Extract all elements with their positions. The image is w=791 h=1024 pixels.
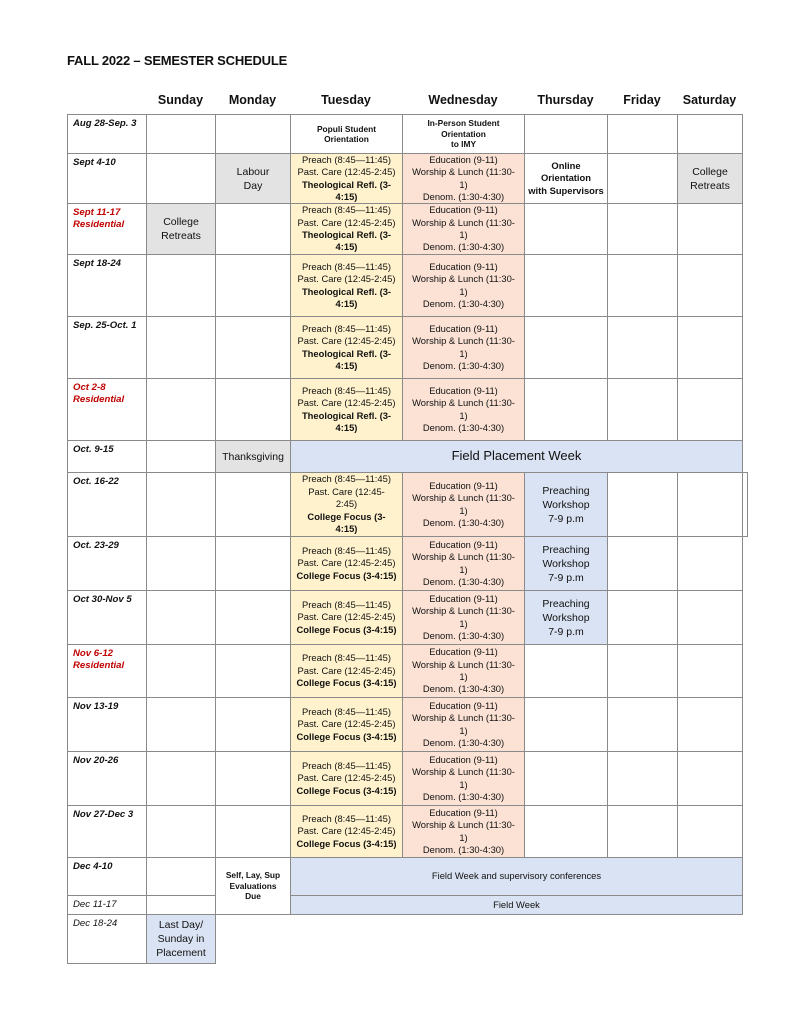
table-cell (677, 254, 743, 317)
event-wednesday-schedule: Education (9-11) Worship & Lunch (11:30- 1) Denom. (1:30-4:30) (402, 751, 525, 806)
table-cell (146, 644, 216, 698)
event-populi-orientation: Populi Student Orientation (290, 114, 403, 154)
event-preaching-workshop: Preaching Workshop 7-9 p.m (524, 472, 608, 537)
event-tuesday-schedule: Preach (8:45—11:45) Past. Care (12:45-2:45) College Focus (3-4:15) (290, 536, 403, 591)
table-cell (215, 203, 291, 255)
event-tuesday-schedule: Preach (8:45—11:45) Past. Care (12:45-2:45) Theological Refl. (3- 4:15) (290, 203, 403, 255)
event-wednesday-schedule: Education (9-11) Worship & Lunch (11:30- 1) Denom. (1:30-4:30) (402, 590, 525, 645)
event-wednesday-schedule: Education (9-11) Worship & Lunch (11:30- 1) Denom. (1:30-4:30) (402, 644, 525, 698)
table-cell (677, 644, 743, 698)
table-cell (677, 590, 743, 645)
table-cell (607, 114, 678, 154)
table-cell (215, 536, 291, 591)
table-cell (524, 254, 608, 317)
week-label: Nov 20-26 (67, 751, 147, 806)
table-cell (607, 536, 678, 591)
week-label: Oct. 9-15 (67, 440, 147, 473)
event-field-week: Field Week (290, 895, 743, 915)
event-tuesday-schedule: Preach (8:45—11:45) Past. Care (12:45-2:45) College Focus (3-4:15) (290, 805, 403, 858)
table-cell (607, 316, 678, 379)
event-wednesday-schedule: Education (9-11) Worship & Lunch (11:30- 1) Denom. (1:30-4:30) (402, 805, 525, 858)
event-wednesday-schedule: Education (9-11) Worship & Lunch (11:30- 1) Denom. (1:30-4:30) (402, 472, 525, 537)
week-label: Oct. 16-22 (67, 472, 147, 537)
event-wednesday-schedule: Education (9-11) Worship & Lunch (11:30- 1) Denom. (1:30-4:30) (402, 153, 525, 204)
week-label: Sept 18-24 (67, 254, 147, 317)
week-label: Dec 18-24 (67, 914, 147, 964)
event-preaching-workshop: Preaching Workshop 7-9 p.m (524, 536, 608, 591)
week-label: Oct. 23-29 (67, 536, 147, 591)
table-cell (524, 378, 608, 441)
event-tuesday-schedule: Preach (8:45—11:45) Past. Care (12:45-2:45) Theological Refl. (3- 4:15) (290, 316, 403, 379)
table-cell (524, 697, 608, 752)
table-cell (607, 805, 678, 858)
table-cell (742, 472, 748, 537)
table-cell (146, 254, 216, 317)
week-label: Oct 2-8 Residential (67, 378, 147, 441)
table-cell (524, 805, 608, 858)
table-cell (677, 536, 743, 591)
table-cell (215, 254, 291, 317)
table-cell (146, 895, 216, 915)
table-cell (677, 805, 743, 858)
header-friday: Friday (623, 93, 661, 107)
table-cell (607, 203, 678, 255)
table-cell (146, 153, 216, 204)
table-cell (524, 751, 608, 806)
event-college-retreats: College Retreats (677, 153, 743, 204)
table-cell (215, 751, 291, 806)
table-cell (146, 590, 216, 645)
event-college-retreats: College Retreats (146, 203, 216, 255)
event-tuesday-schedule: Preach (8:45—11:45) Past. Care (12:45-2:45) College Focus (3-4:15) (290, 590, 403, 645)
table-cell (146, 440, 216, 473)
event-tuesday-schedule: Preach (8:45—11:45) Past. Care (12:45- 2:45) College Focus (3- 4:15) (290, 472, 403, 537)
table-cell (146, 805, 216, 858)
table-cell (607, 644, 678, 698)
header-sunday: Sunday (157, 93, 204, 107)
table-cell (607, 697, 678, 752)
table-cell (524, 114, 608, 154)
event-inperson-orientation: In-Person Student Orientation to IMY (402, 114, 525, 154)
table-cell (677, 316, 743, 379)
event-evaluations-due: Self, Lay, Sup Evaluations Due (215, 857, 291, 915)
table-cell (215, 644, 291, 698)
header-tuesday: Tuesday (321, 93, 371, 107)
table-cell (146, 378, 216, 441)
table-cell (215, 590, 291, 645)
week-label: Dec 4-10 (67, 857, 147, 896)
week-label: Dec 11-17 (67, 895, 147, 915)
table-cell (607, 254, 678, 317)
table-cell (146, 536, 216, 591)
table-cell (146, 472, 216, 537)
event-tuesday-schedule: Preach (8:45—11:45) Past. Care (12:45-2:45) Theological Refl. (3- 4:15) (290, 378, 403, 441)
table-cell (146, 857, 216, 896)
table-cell (215, 805, 291, 858)
event-thanksgiving: Thanksgiving (215, 440, 291, 473)
table-cell (607, 378, 678, 441)
event-last-day: Last Day/ Sunday in Placement (146, 914, 216, 964)
table-cell (215, 472, 291, 537)
table-cell (607, 590, 678, 645)
week-label: Oct 30-Nov 5 (67, 590, 147, 645)
header-monday: Monday (228, 93, 277, 107)
header-thursday: Thursday (537, 93, 594, 107)
table-cell (524, 203, 608, 255)
table-cell (215, 378, 291, 441)
table-cell (215, 114, 291, 154)
table-cell (215, 316, 291, 379)
week-label: Nov 13-19 (67, 697, 147, 752)
table-cell (146, 751, 216, 806)
table-cell (677, 697, 743, 752)
event-wednesday-schedule: Education (9-11) Worship & Lunch (11:30- 1) Denom. (1:30-4:30) (402, 203, 525, 255)
week-label: Nov 27-Dec 3 (67, 805, 147, 858)
event-tuesday-schedule: Preach (8:45—11:45) Past. Care (12:45-2:45) Theological Refl. (3- 4:15) (290, 254, 403, 317)
event-field-week-conferences: Field Week and supervisory conferences (290, 857, 743, 896)
table-cell (677, 114, 743, 154)
event-wednesday-schedule: Education (9-11) Worship & Lunch (11:30- 1) Denom. (1:30-4:30) (402, 378, 525, 441)
table-cell (146, 316, 216, 379)
event-wednesday-schedule: Education (9-11) Worship & Lunch (11:30- 1) Denom. (1:30-4:30) (402, 316, 525, 379)
table-cell (146, 114, 216, 154)
event-tuesday-schedule: Preach (8:45—11:45) Past. Care (12:45-2:45) College Focus (3-4:15) (290, 751, 403, 806)
table-cell (524, 316, 608, 379)
header-wednesday: Wednesday (428, 93, 498, 107)
week-label: Sept 4-10 (67, 153, 147, 204)
week-label: Nov 6-12 Residential (67, 644, 147, 698)
table-cell (607, 153, 678, 204)
week-label: Sep. 25-Oct. 1 (67, 316, 147, 379)
table-cell (677, 472, 743, 537)
table-cell (524, 644, 608, 698)
event-preaching-workshop: Preaching Workshop 7-9 p.m (524, 590, 608, 645)
event-tuesday-schedule: Preach (8:45—11:45) Past. Care (12:45-2:45) College Focus (3-4:15) (290, 644, 403, 698)
table-cell (215, 697, 291, 752)
event-labour-day: Labour Day (215, 153, 291, 204)
event-online-orientation: Online Orientation with Supervisors (524, 153, 608, 204)
event-wednesday-schedule: Education (9-11) Worship & Lunch (11:30- 1) Denom. (1:30-4:30) (402, 697, 525, 752)
table-cell (146, 697, 216, 752)
page-title: FALL 2022 – SEMESTER SCHEDULE (67, 53, 288, 68)
table-cell (677, 378, 743, 441)
event-tuesday-schedule: Preach (8:45—11:45) Past. Care (12:45-2:45) Theological Refl. (3- 4:15) (290, 153, 403, 204)
week-label: Aug 28-Sep. 3 (67, 114, 147, 154)
week-label: Sept 11-17 Residential (67, 203, 147, 255)
table-cell (607, 472, 678, 537)
event-field-placement-week: Field Placement Week (290, 440, 743, 473)
header-saturday: Saturday (682, 93, 737, 107)
event-wednesday-schedule: Education (9-11) Worship & Lunch (11:30- 1) Denom. (1:30-4:30) (402, 254, 525, 317)
event-tuesday-schedule: Preach (8:45—11:45) Past. Care (12:45-2:45) College Focus (3-4:15) (290, 697, 403, 752)
table-cell (677, 203, 743, 255)
table-cell (607, 751, 678, 806)
event-wednesday-schedule: Education (9-11) Worship & Lunch (11:30- 1) Denom. (1:30-4:30) (402, 536, 525, 591)
table-cell (677, 751, 743, 806)
